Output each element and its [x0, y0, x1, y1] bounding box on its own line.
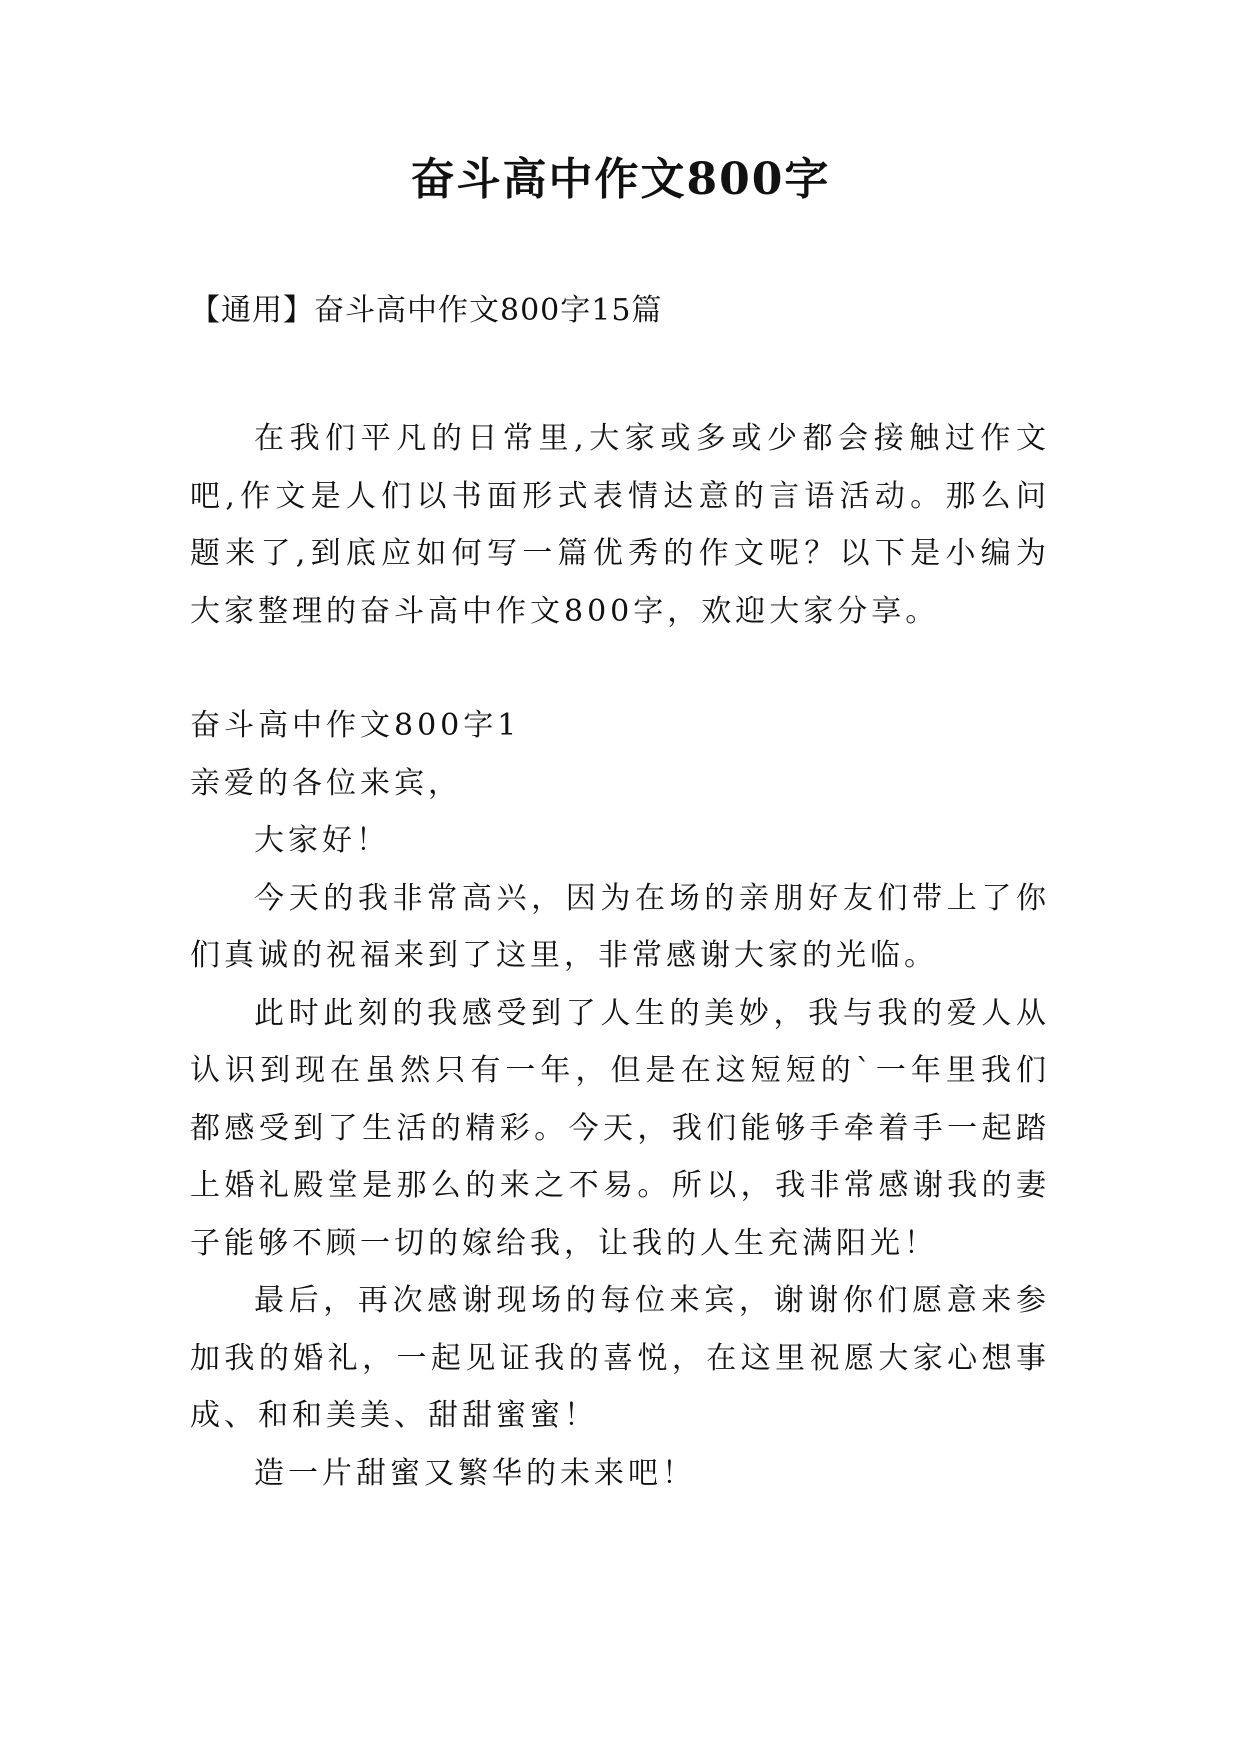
salutation: 亲爱的各位来宾，	[190, 765, 462, 801]
intro-paragraph: 在我们平凡的日常里,大家或多或少都会接触过作文吧,作文是人们以书面形式表情达意的言语活动。那么问题来了,到底应如何写一篇优秀的作文呢？以下是小编为大家整理的奋斗高中作文800字，欢迎大家分享。	[190, 421, 1050, 629]
greeting: 大家好！	[254, 823, 390, 858]
document-subtitle: 【通用】奋斗高中作文800字15篇	[190, 293, 663, 328]
essay-heading: 奋斗高中作文800字1	[190, 708, 521, 743]
body-paragraph: 此时此刻的我感受到了人生的美妙，我与我的爱人从认识到现在虽然只有一年，但是在这短短的`一年里我们都感受到了生活的精彩。今天，我们能够手牵着手一起踏上婚礼殿堂是那么的来之不易。所以，我非常感谢我的妻子能够不顾一切的嫁给我，让我的人生充满阳光！	[190, 995, 1050, 1261]
body-paragraph: 今天的我非常高兴，因为在场的亲朋好友们带上了你们真诚的祝福来到了这里，非常感谢大家的光临。	[190, 880, 1050, 973]
body-paragraph: 最后，再次感谢现场的每位来宾，谢谢你们愿意来参加我的婚礼，一起见证我的喜悦，在这里祝愿大家心想事成、和和美美、甜甜蜜蜜！	[190, 1283, 1050, 1433]
document-body	[190, 410, 1050, 1502]
document-title: 奋斗高中作文800字	[410, 154, 831, 205]
section-gap	[190, 640, 1050, 697]
body-paragraph: 造一片甜蜜又繁华的未来吧！	[254, 1455, 696, 1491]
